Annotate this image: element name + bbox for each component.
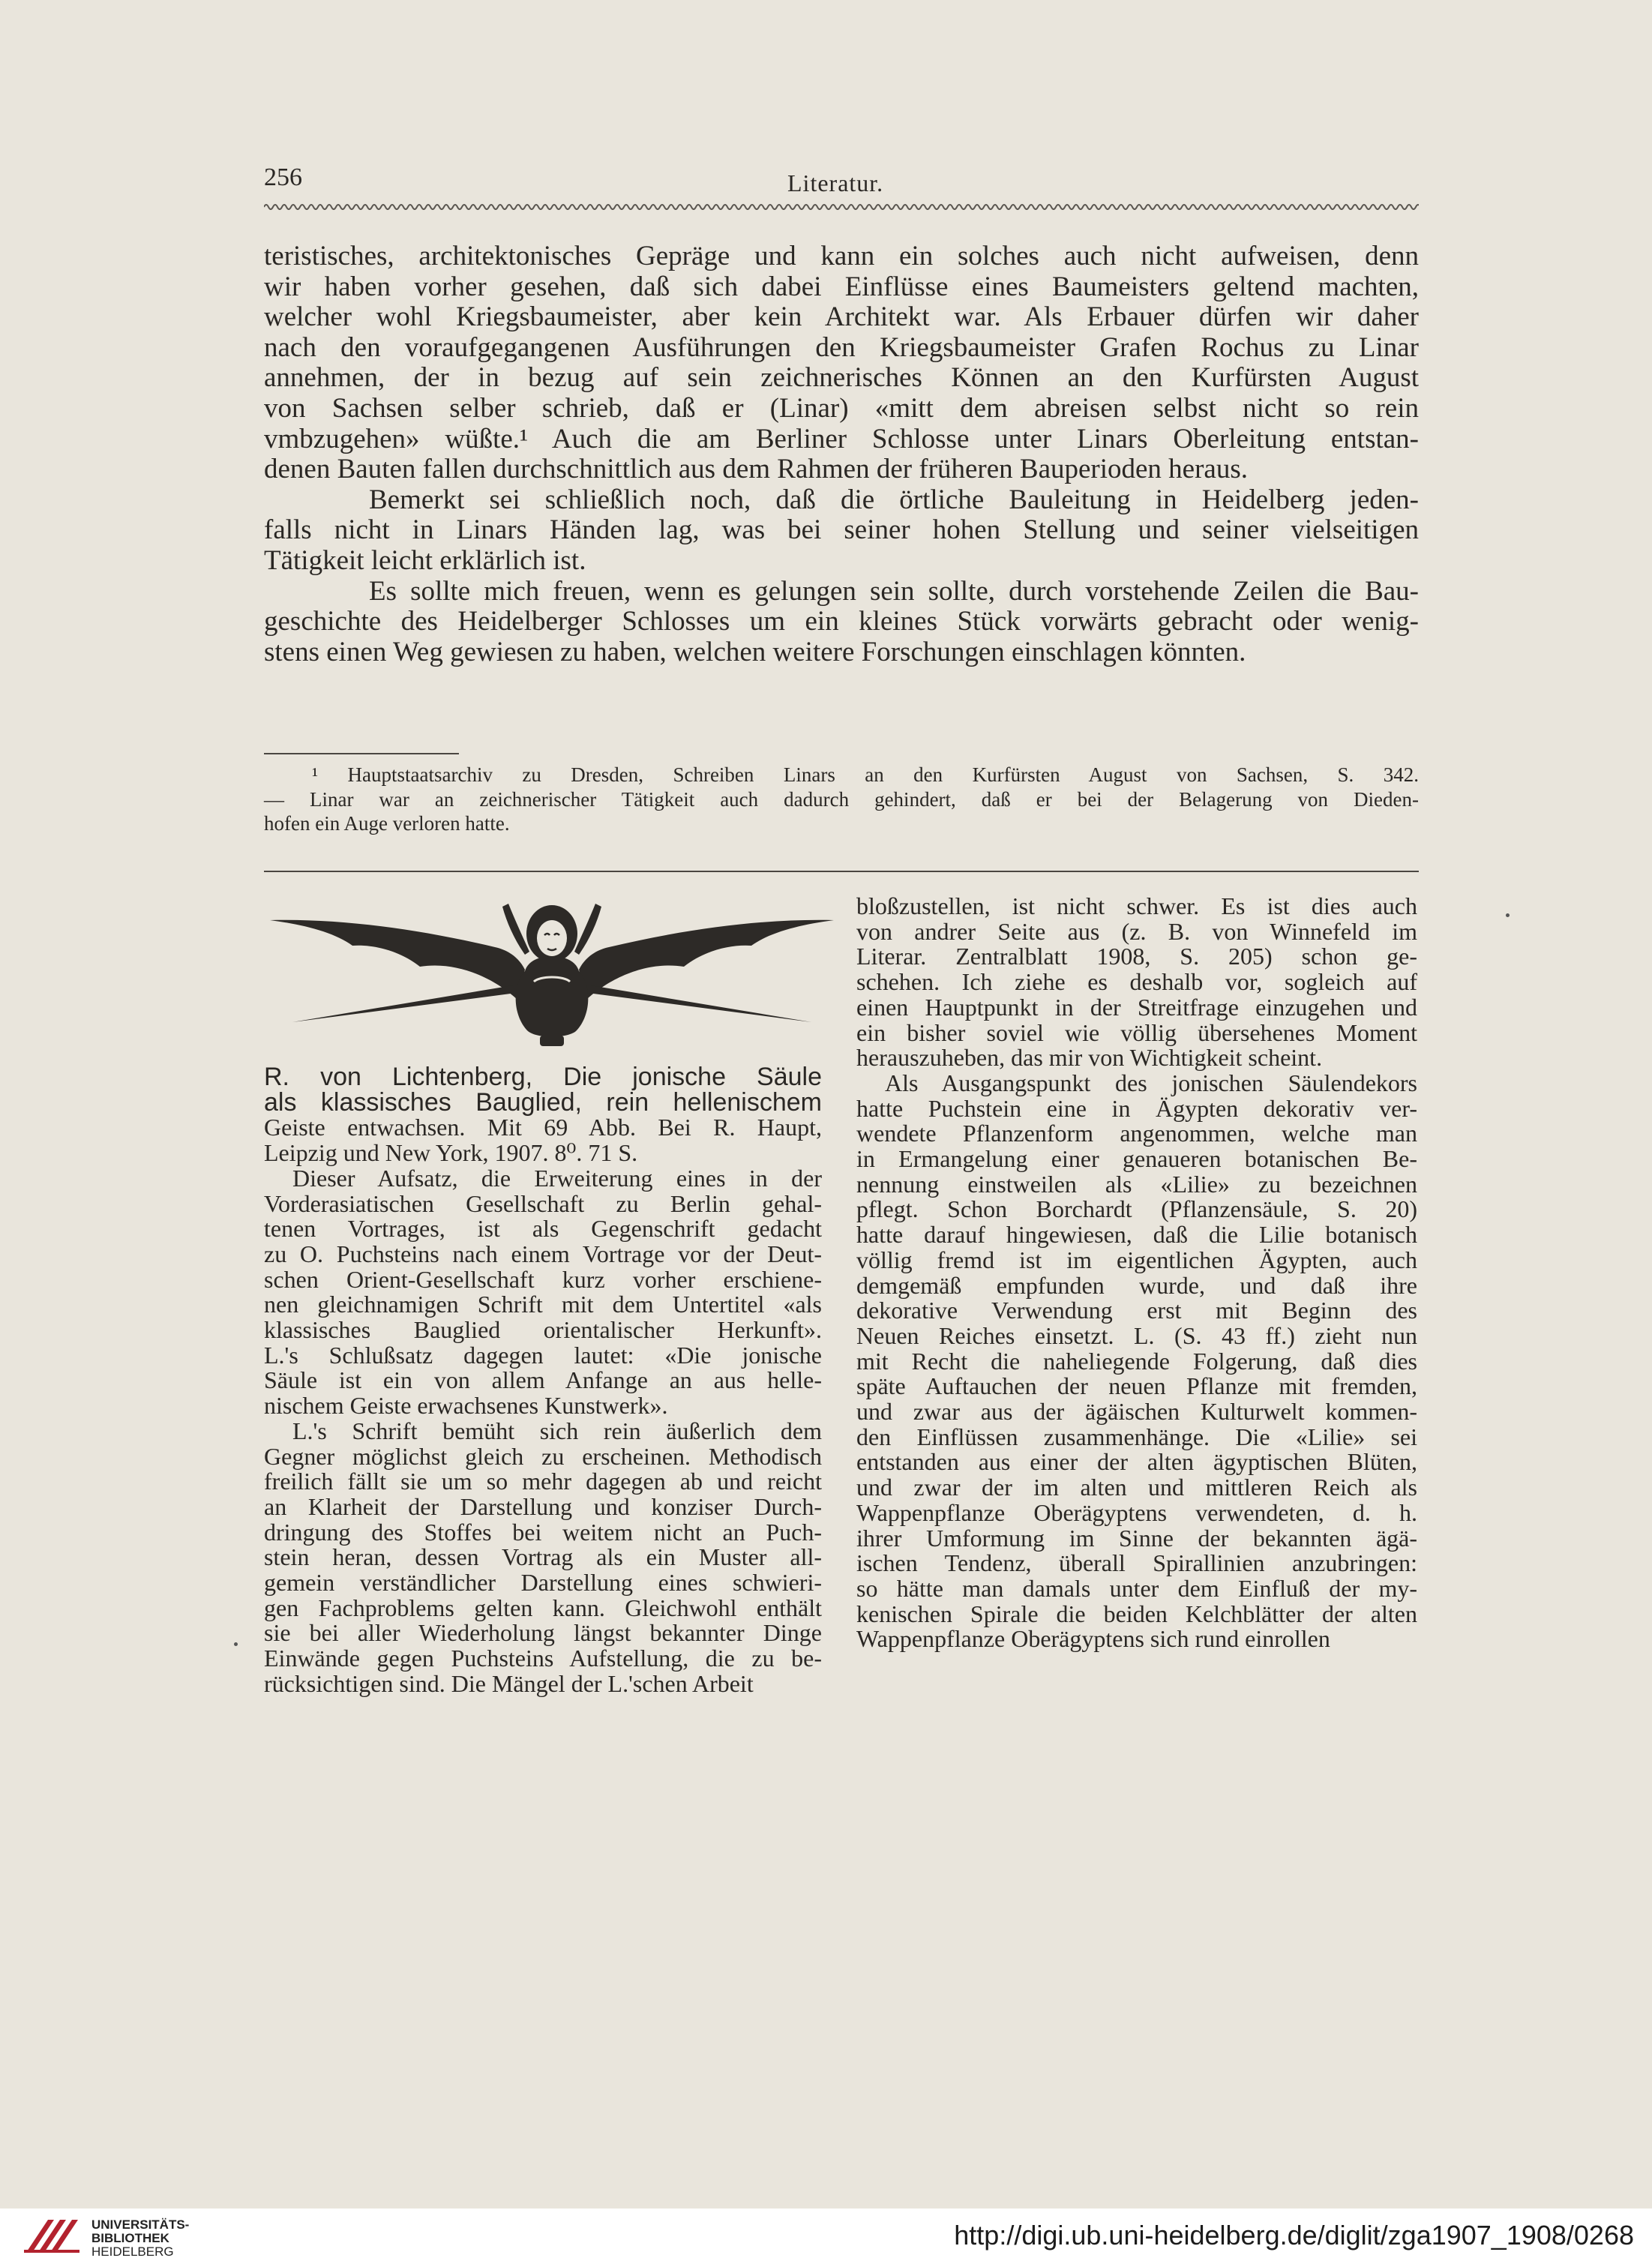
text-line: welcher wohl Kriegsbaumeister, aber kein Architekt war. Als Erbauer dürfen wir daher xyxy=(264,301,1419,333)
text-line: hatte darauf hingewiesen, daß die Lilie botanisch xyxy=(856,1221,1417,1249)
text-line: klassisches Bauglied orientalischer Herkunft». xyxy=(264,1316,822,1344)
text-line: rücksichtigen sind. Die Mängel der L.'schen Arbeit xyxy=(264,1669,754,1697)
text-line: von andrer Seite aus (z. B. von Winnefeld im xyxy=(856,917,1417,945)
text-line: mit Recht die naheliegende Folgerung, daß dies xyxy=(856,1347,1417,1375)
text-line: Gegner möglichst gleich zu erscheinen. Methodisch xyxy=(264,1442,822,1470)
text-line: Dieser Aufsatz, die Erweiterung eines in der xyxy=(292,1164,822,1192)
text-line: späte Auftauchen der neuen Pflanze mit fremden, xyxy=(856,1372,1417,1400)
text-line: Als Ausgangspunkt des jonischen Säulendekors xyxy=(885,1069,1417,1096)
right-column xyxy=(856,894,1417,1652)
text-line: sie bei aller Wiederholung längst bekannter Dinge xyxy=(264,1619,822,1647)
text-line: falls nicht in Linars Händen lag, was bei seiner hohen Stellung und seiner vielseitigen xyxy=(264,514,1419,546)
text-line: nennung einstweilen als «Lilie» zu bezeichnen xyxy=(856,1170,1417,1198)
text-line: zu O. Puchsteins nach einem Vortrage vor der Deut- xyxy=(264,1240,822,1267)
text-line: Vorderasiatischen Gesellschaft zu Berlin gehal- xyxy=(264,1189,822,1217)
footnote-line: ¹ Hauptstaatsarchiv zu Dresden, Schreiben Linars an den Kurfürsten August von Sachsen, S. 342. xyxy=(312,763,1419,786)
text-line: entstanden aus einer der alten ägyptischen Blüten, xyxy=(856,1448,1417,1476)
text-line: dringung des Stoffes bei weitem nicht an Puch- xyxy=(264,1518,822,1546)
winged-figure-vignette xyxy=(270,889,834,1048)
paragraph xyxy=(264,241,1419,485)
text-line: nen gleichnamigen Schrift mit dem Untertitel «als xyxy=(264,1291,822,1318)
text-line: Tätigkeit leicht erklärlich ist. xyxy=(264,544,586,576)
text-line: Einwände gegen Puchsteins Aufstellung, die zu be- xyxy=(264,1645,822,1672)
text-line: schen Orient-Gesellschaft kurz vorher erschiene- xyxy=(264,1265,822,1293)
text-line: schehen. Ich ziehe es deshalb vor, sogleich auf xyxy=(856,968,1417,996)
text-line: ein bisher soviel wie völlig übersehenes Moment xyxy=(856,1018,1417,1046)
text-line: nach den voraufgegangenen Ausführungen den Kriegsbaumeister Grafen Rochus zu Linar xyxy=(264,331,1419,363)
text-line: hatte Puchstein eine in Ägypten dekorativ ver- xyxy=(856,1094,1417,1122)
text-line: dekorative Verwendung erst mit Beginn des xyxy=(856,1297,1417,1324)
main-text xyxy=(264,241,1419,667)
scan-speck xyxy=(1506,913,1510,917)
text-line: wir haben vorher gesehen, daß sich dabei Einflüsse eines Baumeisters geltend machten, xyxy=(264,271,1419,302)
text-line: völlig fremd ist im eigentlichen Ägypten, auch xyxy=(856,1246,1417,1273)
text-line: kenischen Spirale die beiden Kelchblätter der alten xyxy=(856,1600,1417,1627)
text-line: geschichte des Heidelberger Schlosses um ein kleines Stück vorwärts gebracht oder wenig- xyxy=(264,606,1419,637)
paragraph xyxy=(264,1419,822,1697)
scan-speck xyxy=(234,1642,238,1646)
paragraph xyxy=(264,485,1419,577)
text-line: Es sollte mich freuen, wenn es gelungen sein sollte, durch vorstehende Zeilen die Bau- xyxy=(369,575,1419,607)
text-line: teristisches, architektonisches Gepräge und kann ein solches auch nicht aufweisen, denn xyxy=(264,241,1419,271)
paragraph xyxy=(264,577,1419,668)
footnote-rule xyxy=(264,753,459,754)
text-line: gemein verständlicher Darstellung eines schwieri- xyxy=(264,1569,822,1597)
text-line: Neuen Reiches einsetzt. L. (S. 43 ff.) zieht nun xyxy=(856,1321,1417,1349)
paragraph xyxy=(856,1071,1417,1652)
running-head: Literatur. xyxy=(787,169,884,196)
text-line: L.'s Schlußsatz dagegen lautet: «Die jonische xyxy=(264,1341,822,1369)
text-line: nischem Geiste erwachsenes Kunstwerk». xyxy=(264,1392,668,1420)
text-line: L.'s Schrift bemüht sich rein äußerlich dem xyxy=(292,1417,822,1444)
text-line: wendete Pflanzenform angenommen, welche man xyxy=(856,1120,1417,1147)
wavy-header-rule xyxy=(264,201,1419,213)
section-divider xyxy=(264,871,1419,872)
page-header xyxy=(264,163,1419,201)
text-line: Bemerkt sei schließlich noch, daß die örtliche Bauleitung in Heidelberg jeden- xyxy=(369,484,1419,515)
text-line: Wappenpflanze Oberägyptens sich rund einrollen xyxy=(856,1625,1330,1653)
paragraph xyxy=(264,1115,822,1165)
library-logo-icon[interactable] xyxy=(19,2214,82,2256)
text-line: stens einen Weg gewiesen zu haben, welchen weitere Forschungen einschlagen könnten. xyxy=(264,636,1246,667)
page-number: 256 xyxy=(264,163,302,191)
paragraph xyxy=(264,1166,822,1419)
source-url-link[interactable]: http://digi.ub.uni-heidelberg.de/diglit/zga1907_1908/0268 xyxy=(954,2220,1634,2251)
text-line: einen Hauptpunkt in der Streitfrage einzugehen und xyxy=(856,993,1417,1021)
text-line: so hätte man damals unter dem Einfluß der my- xyxy=(856,1574,1417,1602)
footnote-line: hofen ein Auge verloren hatte. xyxy=(264,812,510,835)
review-title-line: R. von Lichtenberg, Die jonische Säule xyxy=(264,1063,822,1091)
text-line: herauszuheben, das mir von Wichtigkeit scheint. xyxy=(856,1044,1323,1072)
text-line: ihrer Umformung im Sinne der bekannten ägä- xyxy=(856,1524,1417,1552)
text-line: demgemäß empfunden wurde, und daß ihre xyxy=(856,1271,1417,1299)
library-name[interactable]: UNIVERSITÄTS- BIBLIOTHEK HEIDELBERG xyxy=(91,2218,190,2259)
text-line: Geiste entwachsen. Mit 69 Abb. Bei R. Haupt, xyxy=(264,1114,822,1141)
text-line: stein heran, dessen Vortrag als ein Muster all- xyxy=(264,1543,822,1571)
text-line: den Einflüssen zusammenhänge. Die «Lilie» sei xyxy=(856,1423,1417,1450)
text-line: an Klarheit der Darstellung und konziser Durch- xyxy=(264,1492,822,1520)
text-line: bloßzustellen, ist nicht schwer. Es ist dies auch xyxy=(856,892,1417,919)
footnote-line: — Linar war an zeichnerischer Tätigkeit auch dadurch gehindert, daß er bei der Belagerung von Dieden- xyxy=(264,787,1419,811)
text-line: Säule ist ein von allem Anfange an aus helle- xyxy=(264,1366,822,1394)
paragraph xyxy=(856,894,1417,1071)
text-line: Literar. Zentralblatt 1908, S. 205) schon ge- xyxy=(856,943,1417,970)
text-line: gen Fachproblems gelten kann. Gleichwohl enthält xyxy=(264,1594,822,1621)
text-line: freilich fällt sie um so mehr dagegen ab und reicht xyxy=(264,1468,822,1495)
text-line: vmbzugehen» wüßte.¹ Auch die am Berliner Schlosse unter Linars Oberleitung entstan- xyxy=(264,423,1419,454)
text-line: pflegt. Schon Borchardt (Pflanzensäule, S. 20) xyxy=(856,1195,1417,1223)
text-line: denen Bauten fallen durchschnittlich aus dem Rahmen der früheren Bauperioden heraus. xyxy=(264,454,1249,485)
text-line: tenen Vortrages, ist als Gegenschrift gedacht xyxy=(264,1215,822,1243)
text-line: in Ermangelung einer genaueren botanischen Be- xyxy=(856,1145,1417,1173)
left-column xyxy=(264,1065,822,1697)
footnotes xyxy=(264,763,1419,836)
text-line: ischen Tendenz, überall Spirallinien anzubringen: xyxy=(856,1549,1417,1577)
text-line: und zwar aus der ägäischen Kulturwelt kommen- xyxy=(856,1398,1417,1426)
text-line: und zwar der im alten und mittleren Reich als xyxy=(856,1474,1417,1501)
text-line: von Sachsen selber schrieb, daß er (Linar) «mitt dem abreisen selbst nicht so rein xyxy=(264,392,1419,424)
review-title xyxy=(264,1065,822,1115)
text-line: Wappenpflanze Oberägyptens verwendeten, d. h. xyxy=(856,1498,1417,1526)
text-line: Leipzig und New York, 1907. 8⁰. 71 S. xyxy=(264,1139,638,1167)
review-title-line: als klassisches Bauglied, rein hellenischem xyxy=(264,1087,822,1117)
text-line: annehmen, der in bezug auf sein zeichnerisches Können an den Kurfürsten August xyxy=(264,362,1419,394)
